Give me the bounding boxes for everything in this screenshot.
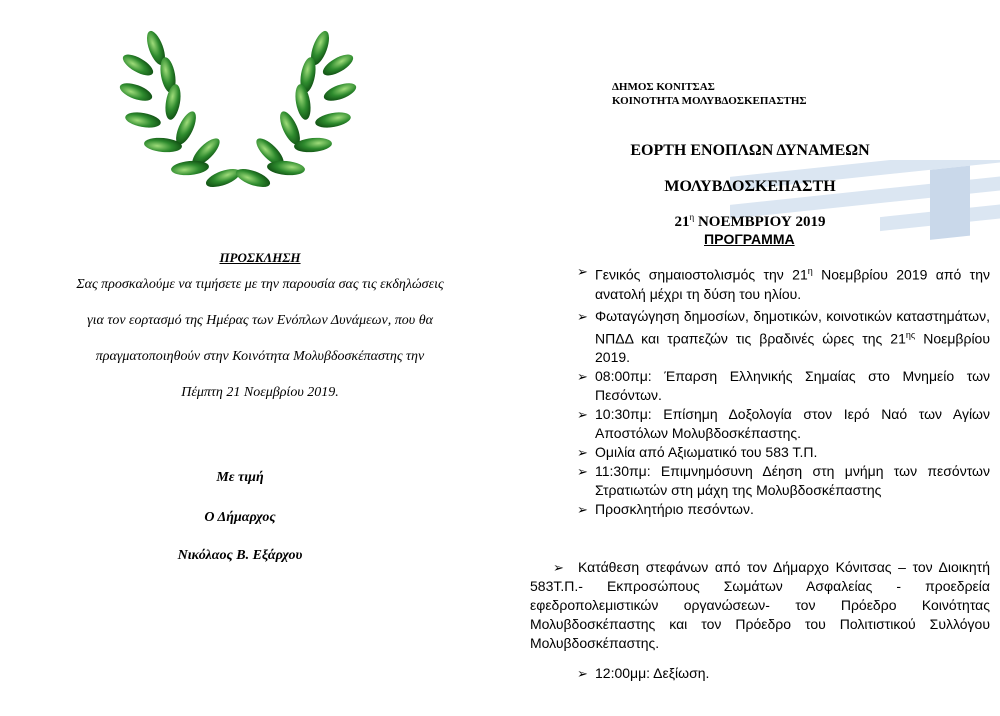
- list-item: [577, 367, 990, 405]
- signer-name: Νικόλαος Β. Εξάρχου: [177, 548, 303, 563]
- list-item: [577, 405, 990, 443]
- item-text: Ομιλία από Αξιωματικό του 583 Τ.Π.: [595, 444, 818, 461]
- arrow-bullet-icon: ➢: [577, 666, 588, 681]
- signer-title: Ο Δήμαρχος: [204, 510, 276, 525]
- invitation-line: Πέμπτη 21 Νοεμβρίου 2019.: [181, 385, 339, 400]
- invitation-heading: ΠΡΟΣΚΛΗΣΗ: [219, 250, 301, 265]
- date-sup: η: [689, 212, 695, 222]
- item-sup: η: [807, 266, 813, 276]
- event-title: ΕΟΡΤΗ ΕΝΟΠΛΩΝ ΔΥΝΑΜΕΩΝ: [630, 142, 870, 159]
- village-title: ΜΟΛΥΒΔΟΣΚΕΠΑΣΤΗ: [664, 178, 836, 195]
- item-text: Γενικός σημαιοστολισμός την 21: [595, 266, 808, 283]
- arrow-bullet-icon: ➢: [553, 560, 564, 575]
- program-list: [577, 262, 990, 519]
- list-item: [577, 443, 990, 462]
- invitation-line: για τον εορτασμό της Ημέρας των Ενόπλων Δυνάμεων, που θα: [87, 313, 433, 328]
- list-item: [577, 664, 990, 683]
- laurel-wreath-icon: [118, 30, 358, 195]
- event-date: [560, 212, 940, 231]
- invitation-text: [40, 274, 480, 404]
- program-label: ΠΡΟΓΡΑΜΜΑ: [704, 231, 795, 247]
- community-name: ΚΟΙΝΟΤΗΤΑ ΜΟΛΥΒΔΟΣΚΕΠΑΣΤΗΣ: [612, 95, 807, 107]
- municipality-name: ΔΗΜΟΣ ΚΟΝΙΤΣΑΣ: [612, 81, 715, 93]
- invitation-line: πραγματοποιηθούν στην Κοινότητα Μολυβδοσκέπαστης την: [95, 349, 425, 364]
- organization-header: [612, 80, 807, 108]
- closing-text: Με τιμή: [216, 470, 264, 485]
- item-text: Προσκλητήριο πεσόντων.: [595, 501, 754, 518]
- program-list-end: [577, 664, 990, 683]
- arrow-bullet-icon: ➢: [577, 369, 588, 385]
- item-text: Φωταγώγηση δημοσίων, δημοτικών, κοινοτικών καταστημάτων, ΝΠΔΔ και τραπεζών τις βραδινές ώρες της 21: [595, 307, 990, 347]
- item-text: Νοεμβρίου 2019.: [595, 330, 990, 366]
- arrow-bullet-icon: ➢: [577, 264, 588, 279]
- item-text: Κατάθεση στεφάνων από τον Δήμαρχο Κόνιτσας – τον Διοικητή 583Τ.Π.- Εκπροσώπους Σωμάτων Ασφαλείας - προεδρεία εφεδροπολεμιστικών οργανώσεων- τον Πρόεδρο Κοινότητας Μολυβδοσκέπαστης και τον Πρόεδρο του Πολιτιστικού Συλλόγου Μολυβδοσκέπαστης.: [530, 559, 990, 651]
- list-item: [577, 307, 990, 368]
- invitation-block: [40, 250, 480, 404]
- item-text: 10:30πμ: Επίσημη Δοξολογία στον Ιερό Ναό των Αγίων Αποστόλων Μολυβδοσκέπαστης.: [595, 406, 990, 442]
- item-text: 11:30πμ: Επιμνημόσυνη Δέηση στη μνήμη των πεσόντων Στρατιωτών στη μάχη της Μολυβδοσκέπαστης: [595, 463, 990, 499]
- arrow-bullet-icon: ➢: [577, 464, 588, 480]
- list-item: [577, 262, 990, 304]
- arrow-bullet-icon: ➢: [577, 308, 588, 324]
- invitation-line: Σας προσκαλούμε να τιμήσετε με την παρουσία σας τις εκδηλώσεις: [76, 277, 444, 292]
- list-item-wreath: [530, 558, 990, 653]
- list-item: [577, 462, 990, 500]
- arrow-bullet-icon: ➢: [577, 407, 588, 423]
- item-text: Νοεμβρίου 2019 από την ανατολή μέχρι τη δύση του ηλίου.: [595, 266, 990, 302]
- list-item: [577, 500, 990, 519]
- date-day: 21: [674, 214, 690, 230]
- date-rest: ΝΟΕΜΒΡΙΟΥ 2019: [694, 214, 826, 230]
- arrow-bullet-icon: ➢: [577, 502, 588, 518]
- item-sup: ης: [905, 329, 916, 340]
- item-text: 08:00πμ: Έπαρση Ελληνικής Σημαίας στο Μνημείο των Πεσόντων.: [595, 368, 990, 404]
- arrow-bullet-icon: ➢: [577, 445, 588, 461]
- item-text: 12:00μμ: Δεξίωση.: [595, 665, 710, 681]
